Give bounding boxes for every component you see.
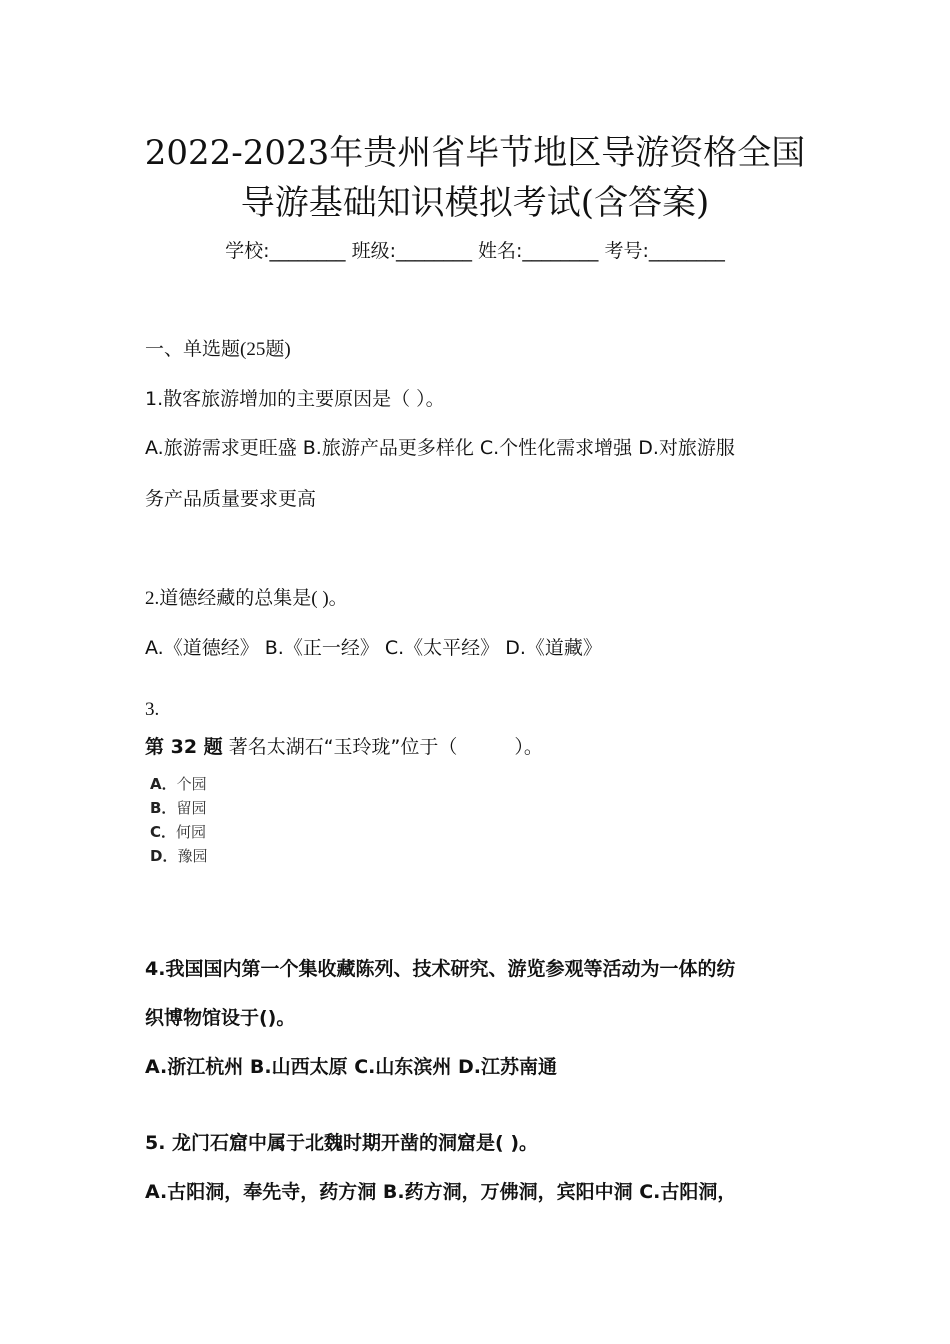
question-3-number: 3. [145, 699, 160, 720]
student-info-line: 学校:________ 班级:________ 姓名:________ 考号:________ [225, 240, 725, 262]
option-label: B． [150, 799, 177, 817]
question-3-option-c [150, 820, 206, 844]
question-3-option-b [150, 796, 206, 820]
option-label: D． [150, 847, 178, 865]
question-5-options-line-1: A.古阳洞，奉先寺，药方洞 B.药方洞，万佛洞，宾阳中洞 C.古阳洞， [145, 1181, 737, 1203]
question-4-stem-line-1: 4.我国国内第一个集收藏陈列、技术研究、游览参观等活动为一体的纺 [145, 958, 736, 980]
option-text: 个园 [176, 775, 207, 793]
option-label: A． [150, 775, 177, 793]
option-label: C． [150, 823, 177, 841]
question-3-stem [145, 732, 825, 762]
question-1-options-line-1: A.旅游需求更旺盛 B.旅游产品更多样化 C.个性化需求增强 D.对旅游服 [145, 437, 735, 459]
option-text: 豫园 [177, 847, 208, 865]
question-1-stem: 1.散客旅游增加的主要原因是（ ）。 [145, 388, 445, 410]
document-title-line-1: 2022-2023年贵州省毕节地区导游资格全国 [144, 133, 806, 173]
document-title-line-2: 导游基础知识模拟考试(含答案) [240, 183, 710, 223]
question-2-stem: 2.道德经藏的总集是( )。 [145, 588, 348, 609]
question-1-options-line-2: 务产品质量要求更高 [145, 488, 317, 510]
section-heading: 一、单选题(25题) [145, 339, 291, 360]
question-4-options: A.浙江杭州 B.山西太原 C.山东滨州 D.江苏南通 [145, 1056, 557, 1078]
question-3-stem-label: 第 32 题 [145, 736, 223, 758]
option-text: 何园 [176, 823, 207, 841]
question-5-stem: 5. 龙门石窟中属于北魏时期开凿的洞窟是( )。 [145, 1132, 539, 1154]
question-3-stem-text: 著名太湖石“玉玲珑”位于（ ）。 [222, 736, 543, 758]
question-4-stem-line-2: 织博物馆设于()。 [145, 1007, 296, 1029]
option-text: 留园 [176, 799, 207, 817]
question-2-options: A.《道德经》 B.《正一经》 C.《太平经》 D.《道藏》 [145, 637, 602, 659]
question-3-option-a [150, 772, 207, 796]
question-3-option-d [150, 844, 207, 868]
